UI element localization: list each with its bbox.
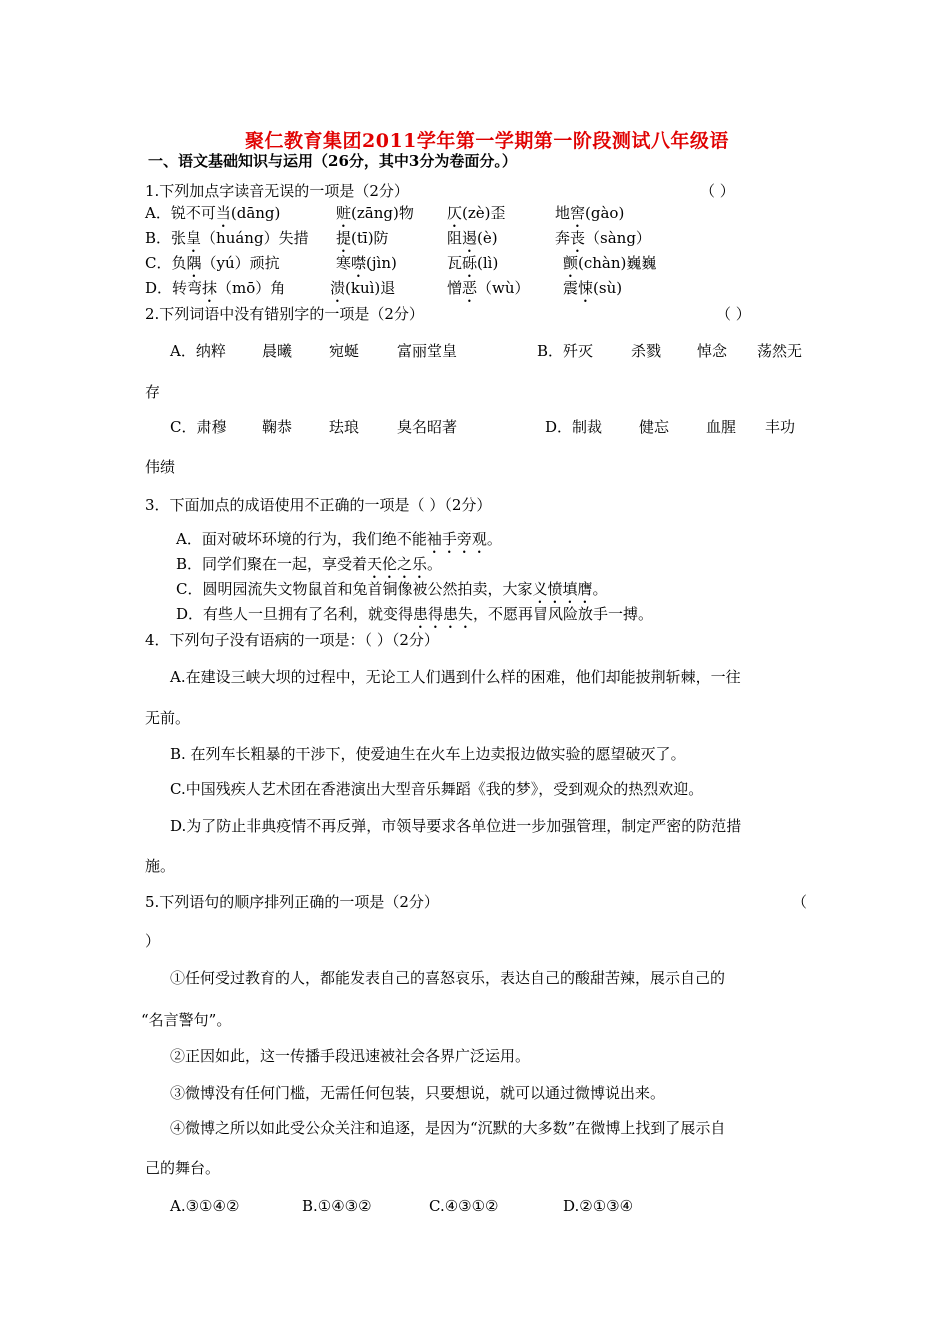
q2-row1-item: 荡然无 — [757, 342, 803, 360]
q1-option-d-2: 溃(kuì)退 — [330, 279, 396, 297]
q5-paren-open: （ — [792, 893, 808, 911]
q1-option-a-3: 仄(zè)歪 — [447, 204, 506, 222]
q5-answer-option: D.②①③④ — [563, 1197, 634, 1215]
q5-sentence-2: ②正因如此，这一传播手段迅速被社会各界广泛运用。 — [170, 1047, 531, 1065]
q2-row2-wrap: 伟绩 — [145, 458, 176, 476]
q3-option-c: C．圆明园流失文物鼠首和兔首铜像被公然拍卖，大家义愤填膺。 — [176, 580, 608, 598]
document-title: 聚仁教育集团2011学年第一学期第一阶段测试八年级语 — [245, 130, 729, 152]
q1-option-c-2: 寒噤(jìn) — [336, 254, 397, 272]
q5-answer-option: C.④③①② — [429, 1197, 499, 1215]
q2-row1-item: A．纳粹 — [170, 342, 226, 360]
q3-stem: 3．下面加点的成语使用不正确的一项是（ ）（2分） — [145, 496, 492, 514]
q3-option-d: D．有些人一旦拥有了名利，就变得患得患失，不愿再冒风险放手一搏。 — [176, 605, 654, 623]
q1-option-d-1: D．转弯抹（mō）角 — [145, 279, 286, 297]
q5-sentence-1-line2: “名言警句”。 — [141, 1011, 232, 1029]
q5-sentence-3: ③微博没有任何门槛，无需任何包装，只要想说，就可以通过微博说出来。 — [170, 1084, 666, 1102]
q2-answer-paren: （ ） — [716, 305, 751, 323]
q2-row2-item: 鞠恭 — [262, 418, 293, 436]
q2-row1-item: 富丽堂皇 — [397, 342, 458, 360]
q1-option-d-4: 震悚(sù) — [563, 279, 623, 297]
q1-option-b-3: 阻遏(è) — [447, 229, 498, 247]
q2-row1-item: 杀戮 — [631, 342, 662, 360]
q4-option-b: B. 在列车长粗暴的干涉下，使爱迪生在火车上边卖报边做实验的愿望破灭了。 — [170, 745, 686, 763]
q3-option-b: B．同学们聚在一起，享受着天伦之乐。 — [176, 555, 443, 573]
q1-stem: 1.下列加点字读音无误的一项是（2分） — [145, 182, 409, 200]
q2-row1-item: 晨曦 — [262, 342, 293, 360]
q2-row2-item: D．制裁 — [545, 418, 603, 436]
q1-option-a-2: 赃(zāng)物 — [336, 204, 414, 222]
q2-stem: 2.下列词语中没有错别字的一项是（2分） — [145, 305, 424, 323]
q1-option-b-4: 奔丧（sàng） — [555, 229, 651, 247]
section-heading: 一、语文基础知识与运用（26分，其中3分为卷面分。） — [148, 152, 517, 170]
q5-paren-close: ） — [145, 932, 161, 950]
q4-option-c: C.中国残疾人艺术团在香港演出大型音乐舞蹈《我的梦》，受到观众的热烈欢迎。 — [170, 780, 704, 798]
q1-option-a-1: A．锐不可当(dāng) — [145, 204, 281, 222]
q2-row2-item: 臭名昭著 — [397, 418, 458, 436]
q5-sentence-1-line1: ①任何受过教育的人，都能发表自己的喜怒哀乐，表达自己的酸甜苦辣，展示自己的 — [170, 969, 726, 987]
q2-row2-item: 血腥 — [706, 418, 737, 436]
q2-row2-item: 丰功 — [765, 418, 796, 436]
q5-sentence-4-line1: ④微博之所以如此受公众关注和追逐，是因为“沉默的大多数”在微博上找到了展示自 — [170, 1119, 726, 1137]
q3-option-a: A．面对破坏环境的行为，我们绝不能袖手旁观。 — [176, 530, 502, 548]
q5-answer-option: A.③①④② — [170, 1197, 240, 1215]
q1-option-a-4: 地窖(gào) — [555, 204, 625, 222]
q2-row2-item: 珐琅 — [329, 418, 360, 436]
q4-stem: 4．下列句子没有语病的一项是：（ ）（2分） — [145, 631, 439, 649]
q2-row2-item: C．肃穆 — [170, 418, 227, 436]
q5-sentence-4-line2: 己的舞台。 — [145, 1159, 221, 1177]
q1-option-d-3: 憎恶（wù） — [447, 279, 530, 297]
q1-option-c-3: 瓦砾(lì) — [447, 254, 499, 272]
q1-option-c-1: C．负隅（yú）顽抗 — [145, 254, 280, 272]
q1-answer-paren: （ ） — [700, 182, 735, 200]
q1-option-b-1: B．张皇（huáng）失措 — [145, 229, 309, 247]
q2-row1-wrap: 存 — [145, 383, 161, 401]
q4-option-d-line1: D.为了防止非典疫情不再反弹，市领导要求各单位进一步加强管理，制定严密的防范措 — [170, 817, 742, 835]
q2-row2-item: 健忘 — [639, 418, 670, 436]
q2-row1-item: 悼念 — [697, 342, 728, 360]
q2-row1-item: 宛蜒 — [329, 342, 360, 360]
q4-option-a-line1: A.在建设三峡大坝的过程中，无论工人们遇到什么样的困难，他们却能披荆斩棘，一往 — [170, 668, 741, 686]
q4-option-a-line2: 无前。 — [145, 709, 191, 727]
q5-stem: 5.下列语句的顺序排列正确的一项是（2分） — [145, 893, 439, 911]
q4-option-d-line2: 施。 — [145, 857, 176, 875]
q5-answer-option: B.①④③② — [302, 1197, 372, 1215]
q2-row1-item: B．歼灭 — [537, 342, 594, 360]
q1-option-b-2: 提(tī)防 — [336, 229, 389, 247]
q1-option-c-4: 颤(chàn)巍巍 — [563, 254, 657, 272]
